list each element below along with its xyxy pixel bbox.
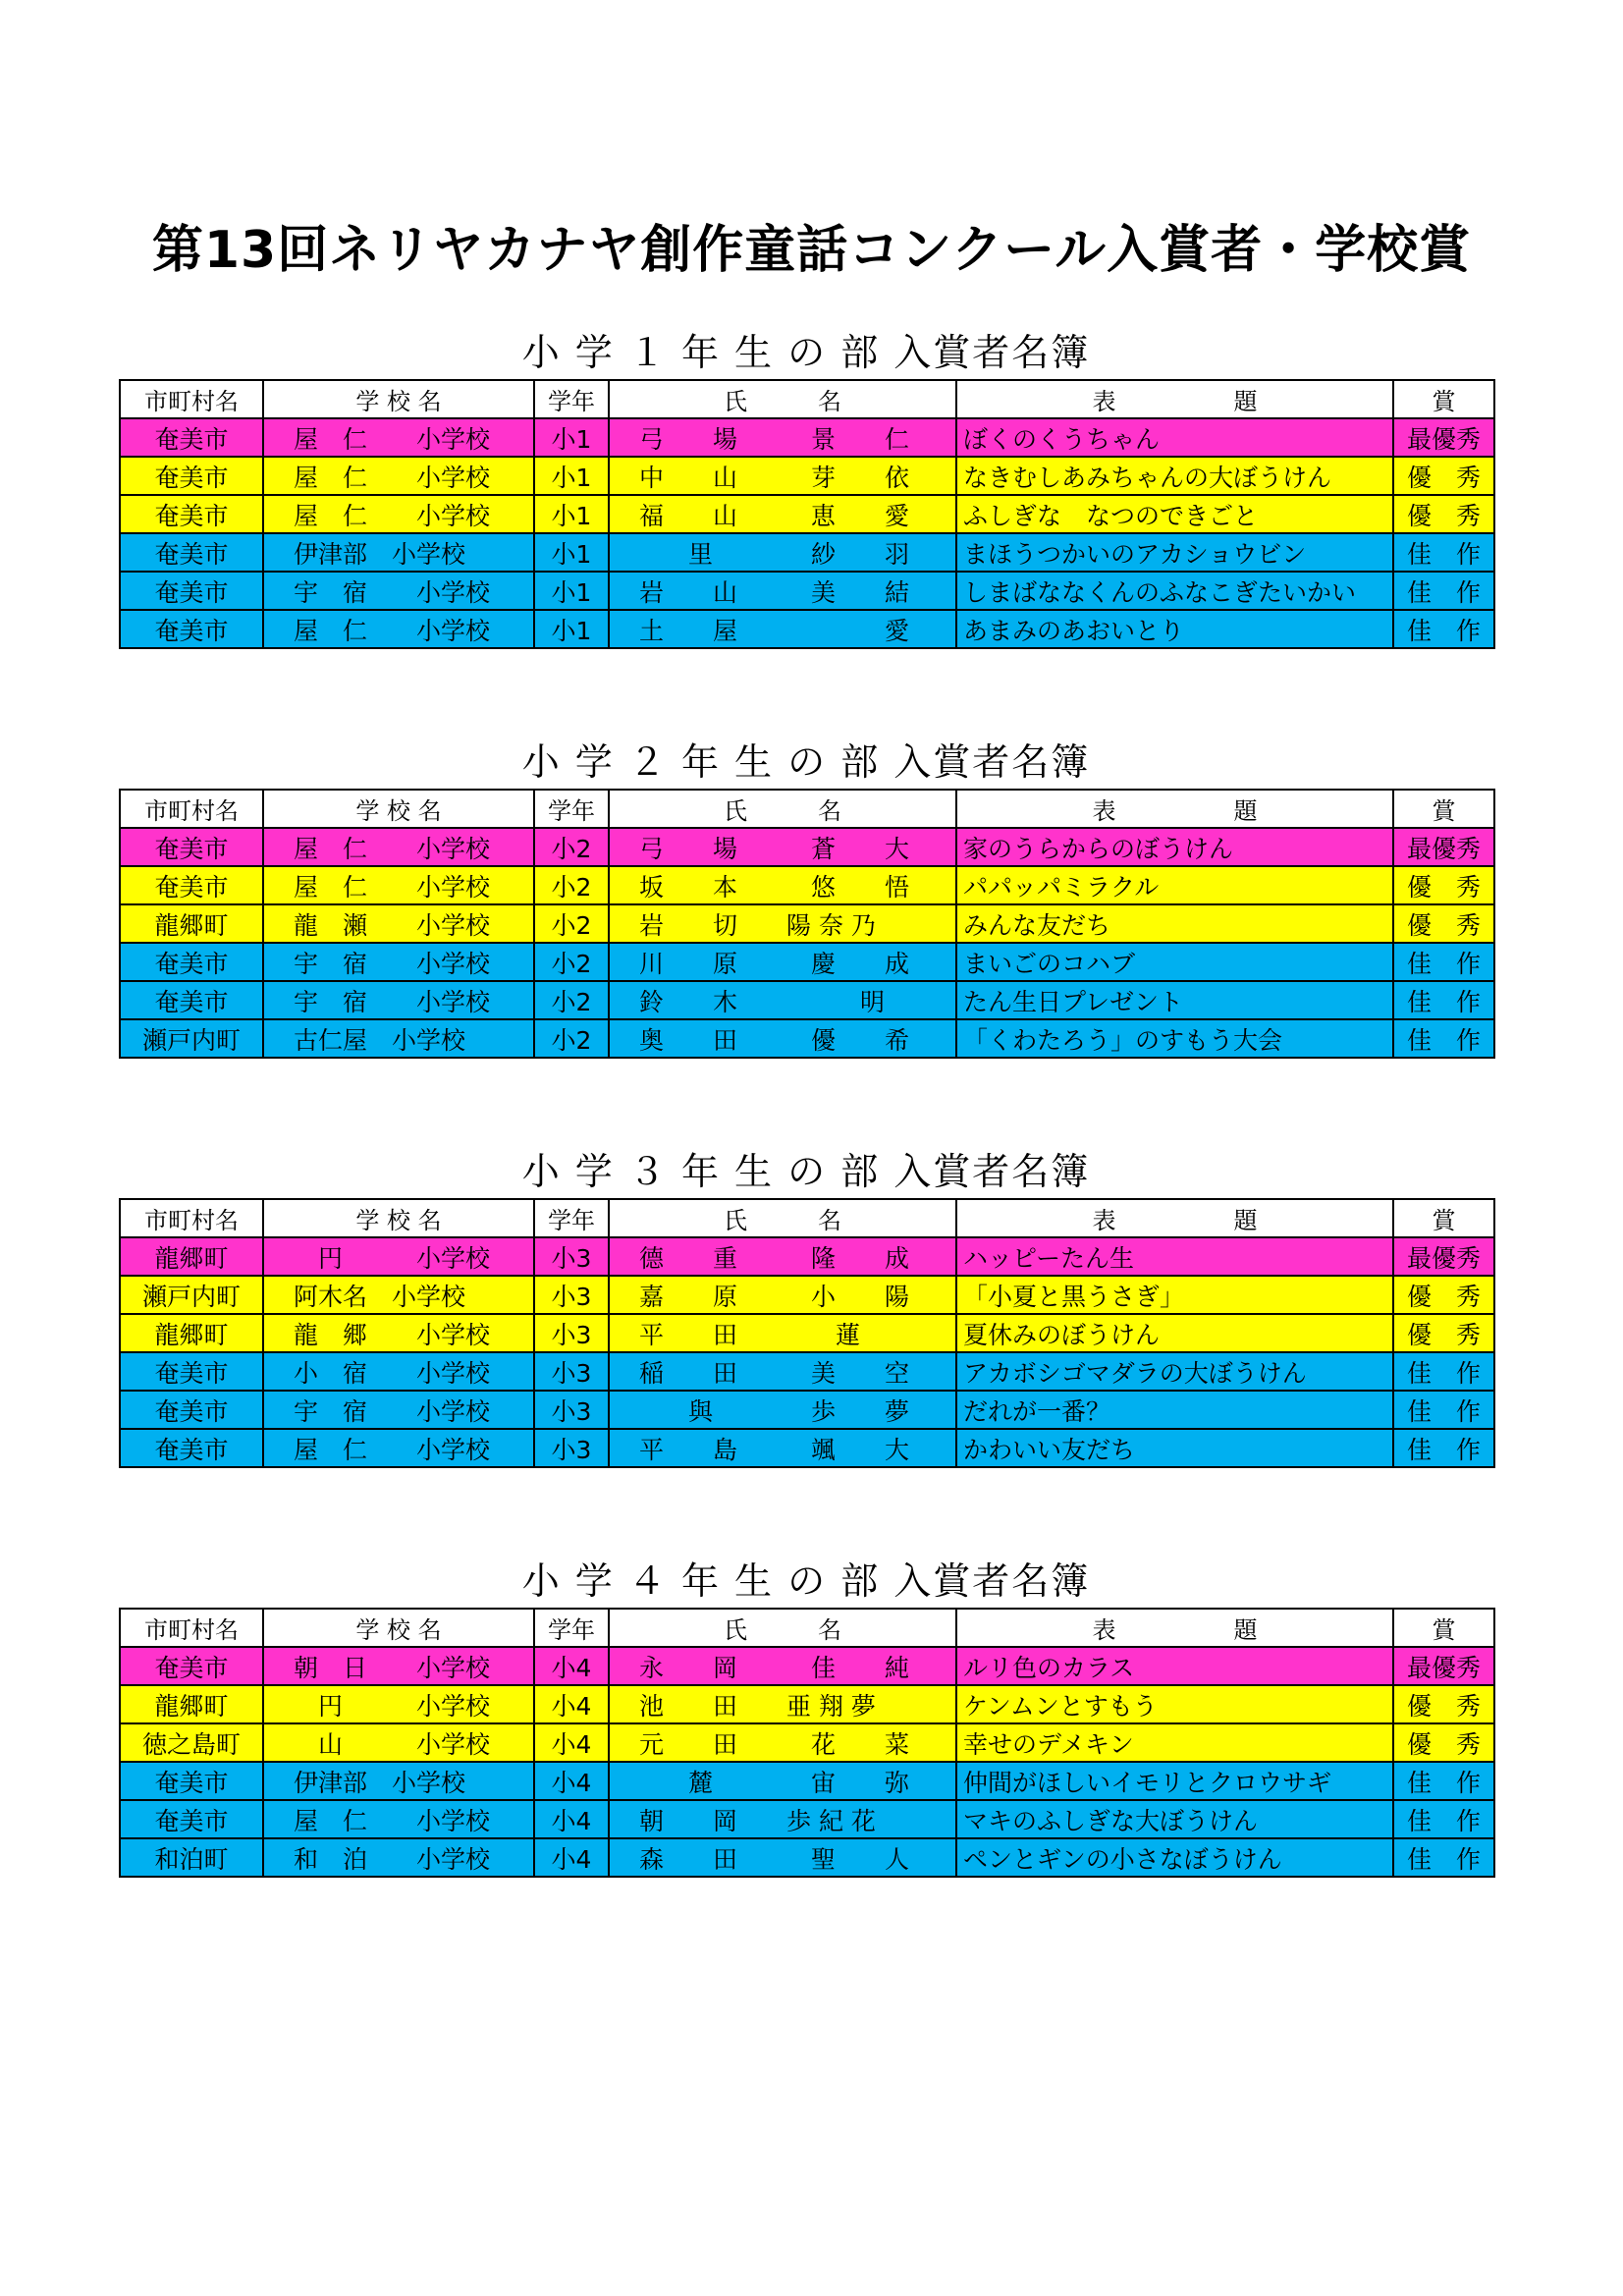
table-row	[120, 1237, 1494, 1276]
header-city: 市町村名	[120, 1609, 263, 1647]
cell-grade: 小2	[534, 981, 609, 1019]
table-header-row	[120, 790, 1494, 828]
cell-school: 伊津部 小学校	[263, 1762, 534, 1800]
cell-work: しまばななくんのふなこぎたいかい	[956, 572, 1393, 610]
cell-name: 坂 本 悠 悟	[609, 866, 956, 904]
page-title: 第13回ネリヤカナヤ創作童話コンクール入賞者・学校賞	[151, 221, 1472, 280]
cell-name: 平 田 蓮	[609, 1314, 956, 1352]
cell-name: 奥 田 優 希	[609, 1019, 956, 1058]
cell-city: 奄美市	[120, 981, 263, 1019]
header-work: 表 題	[956, 1609, 1393, 1647]
cell-grade: 小4	[534, 1838, 609, 1877]
cell-school: 円 小学校	[263, 1685, 534, 1723]
cell-award: 佳 作	[1393, 1762, 1494, 1800]
header-award: 賞	[1393, 380, 1494, 418]
cell-school: 屋 仁 小学校	[263, 1800, 534, 1838]
table-row	[120, 1429, 1494, 1467]
cell-award: 最優秀	[1393, 418, 1494, 457]
header-school: 学 校 名	[263, 380, 534, 418]
cell-school: 屋 仁 小学校	[263, 495, 534, 533]
cell-work: みんな友だち	[956, 904, 1393, 943]
section-title: 小 学 ３ 年 生 の 部 入賞者名簿	[521, 1150, 1091, 1193]
cell-name: 平 島 颯 大	[609, 1429, 956, 1467]
cell-city: 奄美市	[120, 1647, 263, 1685]
cell-city: 和泊町	[120, 1838, 263, 1877]
cell-name: 嘉 原 小 陽	[609, 1276, 956, 1314]
cell-grade: 小1	[534, 610, 609, 648]
award-section-1	[119, 326, 1493, 649]
cell-award: 最優秀	[1393, 828, 1494, 866]
cell-city: 龍郷町	[120, 1685, 263, 1723]
cell-city: 奄美市	[120, 866, 263, 904]
cell-award: 佳 作	[1393, 1800, 1494, 1838]
header-name: 氏 名	[609, 790, 956, 828]
cell-city: 瀬戸内町	[120, 1019, 263, 1058]
cell-name: 元 田 花 菜	[609, 1723, 956, 1762]
cell-work: だれが一番？	[956, 1391, 1393, 1429]
table-row	[120, 1391, 1494, 1429]
cell-name: 中 山 芽 依	[609, 457, 956, 495]
cell-work: ペンとギンの小さなぼうけん	[956, 1838, 1393, 1877]
cell-work: ぼくのくうちゃん	[956, 418, 1393, 457]
cell-work: 家のうらからのぼうけん	[956, 828, 1393, 866]
table-row	[120, 610, 1494, 648]
table-row	[120, 572, 1494, 610]
section-title: 小 学 ２ 年 生 の 部 入賞者名簿	[521, 740, 1091, 784]
cell-work: 幸せのデメキン	[956, 1723, 1393, 1762]
cell-name: 川 原 慶 成	[609, 943, 956, 981]
cell-school: 伊津部 小学校	[263, 533, 534, 572]
cell-city: 奄美市	[120, 457, 263, 495]
cell-work: ルリ色のカラス	[956, 1647, 1393, 1685]
cell-name: 岩 山 美 結	[609, 572, 956, 610]
cell-work: アカボシゴマダラの大ぼうけん	[956, 1352, 1393, 1391]
cell-name: 朝 岡 歩 紀 花	[609, 1800, 956, 1838]
cell-award: 佳 作	[1393, 1019, 1494, 1058]
cell-grade: 小2	[534, 828, 609, 866]
header-award: 賞	[1393, 1609, 1494, 1647]
cell-grade: 小2	[534, 1019, 609, 1058]
cell-work: 「くわたろう」のすもう大会	[956, 1019, 1393, 1058]
award-section-3	[119, 1145, 1493, 1468]
cell-grade: 小2	[534, 943, 609, 981]
cell-award: 佳 作	[1393, 981, 1494, 1019]
cell-name: 麓 宙 弥	[609, 1762, 956, 1800]
header-grade: 学年	[534, 1609, 609, 1647]
cell-award: 佳 作	[1393, 1352, 1494, 1391]
cell-work: マキのふしぎな大ぼうけん	[956, 1800, 1393, 1838]
cell-city: 龍郷町	[120, 1314, 263, 1352]
cell-name: 永 岡 佳 純	[609, 1647, 956, 1685]
table-row	[120, 1314, 1494, 1352]
cell-name: 土 屋 愛	[609, 610, 956, 648]
cell-school: 阿木名 小学校	[263, 1276, 534, 1314]
table-row	[120, 1800, 1494, 1838]
cell-award: 優 秀	[1393, 1276, 1494, 1314]
cell-award: 佳 作	[1393, 943, 1494, 981]
section-title: 小 学 ４ 年 生 の 部 入賞者名簿	[521, 1559, 1091, 1603]
cell-city: 龍郷町	[120, 904, 263, 943]
cell-city: 奄美市	[120, 572, 263, 610]
cell-award: 最優秀	[1393, 1237, 1494, 1276]
cell-school: 屋 仁 小学校	[263, 866, 534, 904]
cell-name: 岩 切 陽 奈 乃	[609, 904, 956, 943]
cell-school: 山 小学校	[263, 1723, 534, 1762]
table-header-row	[120, 380, 1494, 418]
cell-city: 龍郷町	[120, 1237, 263, 1276]
table-row	[120, 457, 1494, 495]
cell-school: 古仁屋 小学校	[263, 1019, 534, 1058]
cell-work: なきむしあみちゃんの大ぼうけん	[956, 457, 1393, 495]
cell-grade: 小3	[534, 1237, 609, 1276]
cell-name: 與 歩 夢	[609, 1391, 956, 1429]
cell-school: 屋 仁 小学校	[263, 1429, 534, 1467]
cell-award: 優 秀	[1393, 495, 1494, 533]
winners-table	[119, 379, 1495, 649]
cell-grade: 小3	[534, 1429, 609, 1467]
cell-grade: 小1	[534, 572, 609, 610]
table-row	[120, 828, 1494, 866]
section-title: 小 学 １ 年 生 の 部 入賞者名簿	[521, 331, 1091, 374]
winners-table	[119, 1608, 1495, 1878]
cell-city: 奄美市	[120, 418, 263, 457]
table-row	[120, 1838, 1494, 1877]
cell-name: 鈴 木 明	[609, 981, 956, 1019]
cell-award: 最優秀	[1393, 1647, 1494, 1685]
header-work: 表 題	[956, 380, 1393, 418]
cell-school: 龍 瀬 小学校	[263, 904, 534, 943]
table-row	[120, 1647, 1494, 1685]
table-row	[120, 1685, 1494, 1723]
cell-grade: 小3	[534, 1276, 609, 1314]
table-header-row	[120, 1199, 1494, 1237]
cell-work: かわいい友だち	[956, 1429, 1393, 1467]
winners-table	[119, 1198, 1495, 1468]
header-name: 氏 名	[609, 1199, 956, 1237]
cell-award: 優 秀	[1393, 904, 1494, 943]
cell-name: 稲 田 美 空	[609, 1352, 956, 1391]
table-row	[120, 866, 1494, 904]
table-row	[120, 1723, 1494, 1762]
cell-school: 宇 宿 小学校	[263, 572, 534, 610]
cell-school: 龍 郷 小学校	[263, 1314, 534, 1352]
table-row	[120, 495, 1494, 533]
cell-school: 小 宿 小学校	[263, 1352, 534, 1391]
cell-award: 優 秀	[1393, 457, 1494, 495]
header-school: 学 校 名	[263, 1199, 534, 1237]
cell-award: 優 秀	[1393, 1314, 1494, 1352]
cell-grade: 小1	[534, 457, 609, 495]
cell-name: 德 重 隆 成	[609, 1237, 956, 1276]
cell-city: 奄美市	[120, 1800, 263, 1838]
cell-award: 佳 作	[1393, 533, 1494, 572]
cell-name: 池 田 亜 翔 夢	[609, 1685, 956, 1723]
cell-work: 「小夏と黒うさぎ」	[956, 1276, 1393, 1314]
cell-school: 屋 仁 小学校	[263, 457, 534, 495]
winners-table	[119, 789, 1495, 1059]
cell-city: 奄美市	[120, 533, 263, 572]
table-row	[120, 1762, 1494, 1800]
cell-work: パパッパミラクル	[956, 866, 1393, 904]
cell-grade: 小3	[534, 1352, 609, 1391]
table-row	[120, 943, 1494, 981]
cell-city: 奄美市	[120, 1352, 263, 1391]
header-work: 表 題	[956, 1199, 1393, 1237]
table-row	[120, 1019, 1494, 1058]
cell-award: 佳 作	[1393, 1429, 1494, 1467]
cell-school: 屋 仁 小学校	[263, 828, 534, 866]
cell-work: たん生日プレゼント	[956, 981, 1393, 1019]
header-grade: 学年	[534, 790, 609, 828]
cell-work: ハッピーたん生	[956, 1237, 1393, 1276]
cell-name: 弓 場 蒼 大	[609, 828, 956, 866]
cell-work: まほうつかいのアカショウビン	[956, 533, 1393, 572]
award-section-4	[119, 1555, 1493, 1878]
header-city: 市町村名	[120, 1199, 263, 1237]
cell-name: 森 田 聖 人	[609, 1838, 956, 1877]
cell-school: 屋 仁 小学校	[263, 610, 534, 648]
cell-school: 宇 宿 小学校	[263, 943, 534, 981]
header-name: 氏 名	[609, 380, 956, 418]
cell-award: 佳 作	[1393, 1391, 1494, 1429]
cell-name: 弓 場 景 仁	[609, 418, 956, 457]
cell-award: 佳 作	[1393, 610, 1494, 648]
cell-city: 奄美市	[120, 610, 263, 648]
header-grade: 学年	[534, 380, 609, 418]
cell-city: 奄美市	[120, 1391, 263, 1429]
cell-name: 福 山 恵 愛	[609, 495, 956, 533]
cell-grade: 小4	[534, 1762, 609, 1800]
cell-grade: 小4	[534, 1723, 609, 1762]
cell-award: 佳 作	[1393, 572, 1494, 610]
cell-grade: 小2	[534, 904, 609, 943]
cell-name: 里 紗 羽	[609, 533, 956, 572]
cell-city: 奄美市	[120, 828, 263, 866]
cell-grade: 小3	[534, 1391, 609, 1429]
cell-work: 夏休みのぼうけん	[956, 1314, 1393, 1352]
cell-grade: 小1	[534, 533, 609, 572]
table-row	[120, 1276, 1494, 1314]
cell-award: 優 秀	[1393, 866, 1494, 904]
cell-work: ケンムンとすもう	[956, 1685, 1393, 1723]
cell-work: まいごのコハブ	[956, 943, 1393, 981]
cell-work: 仲間がほしいイモリとクロウサギ	[956, 1762, 1393, 1800]
cell-school: 朝 日 小学校	[263, 1647, 534, 1685]
table-row	[120, 981, 1494, 1019]
cell-city: 奄美市	[120, 943, 263, 981]
cell-award: 優 秀	[1393, 1685, 1494, 1723]
cell-school: 屋 仁 小学校	[263, 418, 534, 457]
header-school: 学 校 名	[263, 790, 534, 828]
table-row	[120, 1352, 1494, 1391]
cell-school: 宇 宿 小学校	[263, 1391, 534, 1429]
cell-school: 和 泊 小学校	[263, 1838, 534, 1877]
cell-award: 優 秀	[1393, 1723, 1494, 1762]
cell-grade: 小4	[534, 1800, 609, 1838]
header-name: 氏 名	[609, 1609, 956, 1647]
cell-school: 円 小学校	[263, 1237, 534, 1276]
cell-school: 宇 宿 小学校	[263, 981, 534, 1019]
table-header-row	[120, 1609, 1494, 1647]
cell-city: 奄美市	[120, 1429, 263, 1467]
cell-work: あまみのあおいとり	[956, 610, 1393, 648]
cell-work: ふしぎな なつのできごと	[956, 495, 1393, 533]
header-city: 市町村名	[120, 790, 263, 828]
cell-city: 徳之島町	[120, 1723, 263, 1762]
cell-grade: 小1	[534, 418, 609, 457]
header-award: 賞	[1393, 1199, 1494, 1237]
cell-city: 奄美市	[120, 495, 263, 533]
cell-grade: 小4	[534, 1685, 609, 1723]
header-grade: 学年	[534, 1199, 609, 1237]
table-row	[120, 533, 1494, 572]
award-section-2	[119, 736, 1493, 1059]
cell-city: 奄美市	[120, 1762, 263, 1800]
cell-grade: 小3	[534, 1314, 609, 1352]
header-award: 賞	[1393, 790, 1494, 828]
cell-grade: 小4	[534, 1647, 609, 1685]
header-work: 表 題	[956, 790, 1393, 828]
table-row	[120, 418, 1494, 457]
header-school: 学 校 名	[263, 1609, 534, 1647]
header-city: 市町村名	[120, 380, 263, 418]
cell-city: 瀬戸内町	[120, 1276, 263, 1314]
cell-award: 佳 作	[1393, 1838, 1494, 1877]
table-row	[120, 904, 1494, 943]
cell-grade: 小1	[534, 495, 609, 533]
cell-grade: 小2	[534, 866, 609, 904]
